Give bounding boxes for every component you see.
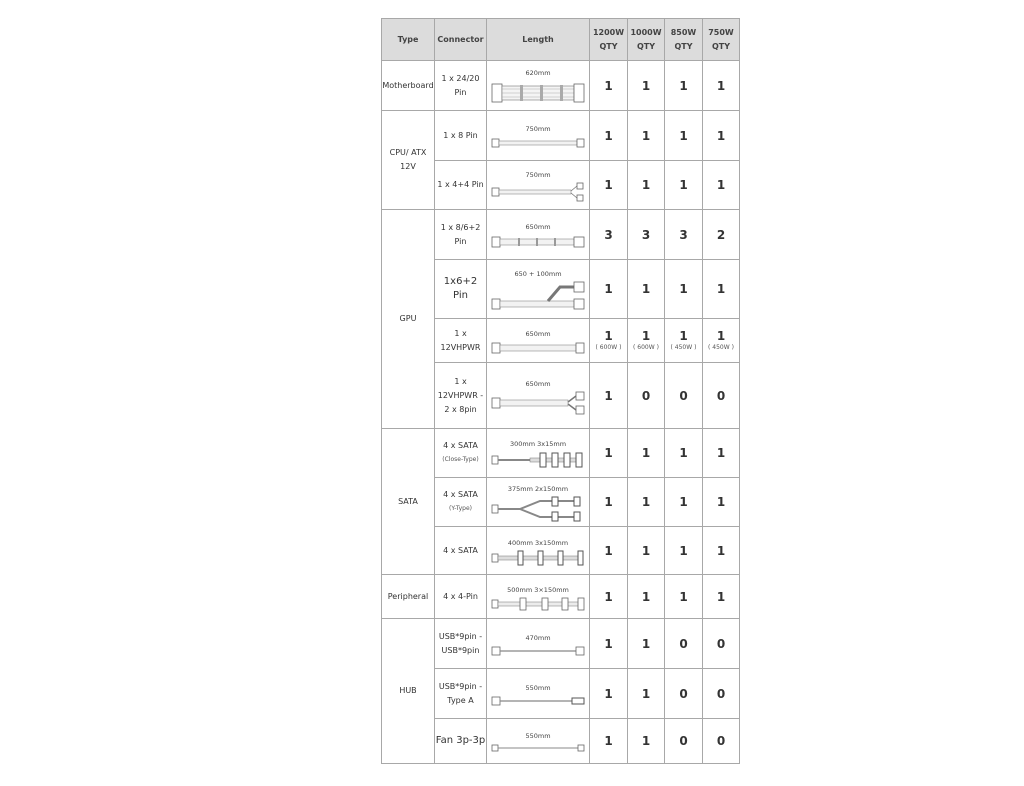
- qty-1200w: 1: [590, 619, 628, 669]
- connector-cell: USB*9pin - USB*9pin: [435, 619, 487, 669]
- qty-1200w: [590, 319, 628, 363]
- qty-1200w: 1: [590, 478, 628, 527]
- length-cell: [487, 111, 590, 161]
- qty-1000w: 3: [628, 210, 665, 260]
- length-cell: [487, 429, 590, 478]
- qty-750w: 1: [703, 111, 740, 161]
- qty-850w: 0: [665, 719, 703, 764]
- cable-usb-type-a-icon: [490, 695, 586, 707]
- qty-850w: 1: [665, 260, 703, 319]
- table-row: [382, 111, 740, 161]
- table-row: [382, 669, 740, 719]
- connector-cell: [435, 478, 487, 527]
- qty-1000w: 0: [628, 363, 665, 429]
- header-length: Length: [487, 19, 590, 61]
- length-cell: [487, 669, 590, 719]
- cable-12vhpwr-icon: [490, 341, 586, 355]
- table-row: [382, 319, 740, 363]
- qty-850w: 1: [665, 61, 703, 111]
- qty-750w: [703, 319, 740, 363]
- connector-cell: 1 x 12VHPWR: [435, 319, 487, 363]
- connector-label: 4 x SATA: [443, 441, 478, 450]
- length-label: 500mm 3×150mm: [507, 585, 569, 594]
- qty-750w: 1: [703, 575, 740, 619]
- qty-1200w: 1: [590, 575, 628, 619]
- header-1200w-qty: 1200W QTY: [590, 19, 628, 61]
- qty-850w: [665, 319, 703, 363]
- qty-value: 1: [641, 329, 651, 343]
- length-cell: [487, 319, 590, 363]
- qty-1200w: 1: [590, 161, 628, 210]
- table-row: [382, 429, 740, 478]
- table-row: [382, 260, 740, 319]
- qty-1200w: 1: [590, 429, 628, 478]
- header-850w-qty: 850W QTY: [665, 19, 703, 61]
- qty-value: 1: [716, 329, 726, 343]
- length-cell: [487, 575, 590, 619]
- header-connector: Connector: [435, 19, 487, 61]
- qty-1000w: 1: [628, 527, 665, 575]
- qty-750w: 0: [703, 619, 740, 669]
- wattage-note: ( 600W ): [595, 344, 622, 351]
- table-row: [382, 61, 740, 111]
- table-row: [382, 719, 740, 764]
- connector-cell: 4 x SATA: [435, 527, 487, 575]
- qty-1000w: [628, 319, 665, 363]
- qty-750w: 0: [703, 719, 740, 764]
- cable-24pin-icon: [490, 80, 586, 106]
- type-cell: Peripheral: [382, 575, 435, 619]
- qty-850w: 1: [665, 527, 703, 575]
- qty-750w: 0: [703, 669, 740, 719]
- cable-pcie-split-icon: [490, 281, 586, 311]
- length-label: 650 + 100mm: [514, 270, 562, 278]
- table-row: [382, 478, 740, 527]
- length-label: 650mm: [525, 222, 551, 231]
- wattage-note: ( 450W ): [708, 344, 734, 351]
- length-cell: [487, 363, 590, 429]
- connector-subtype: (Close-Type): [442, 456, 479, 463]
- qty-850w: 1: [665, 111, 703, 161]
- qty-1000w: 1: [628, 619, 665, 669]
- power-supply-cable-spec-table: [381, 18, 740, 764]
- length-cell: [487, 719, 590, 764]
- connector-cell: 4 x 4-Pin: [435, 575, 487, 619]
- connector-label: 4 x SATA: [443, 490, 478, 499]
- qty-1200w: 1: [590, 260, 628, 319]
- qty-850w: 1: [665, 478, 703, 527]
- length-label: 470mm: [525, 633, 551, 642]
- length-label: 550mm: [525, 683, 551, 692]
- qty-1000w: 1: [628, 478, 665, 527]
- qty-750w: 1: [703, 527, 740, 575]
- length-label: 550mm: [525, 732, 551, 740]
- qty-750w: 0: [703, 363, 740, 429]
- length-cell: [487, 260, 590, 319]
- cable-sata-close-icon: [490, 451, 586, 469]
- qty-850w: 0: [665, 363, 703, 429]
- length-label: 375mm 2x150mm: [507, 485, 569, 493]
- connector-cell: 1 x 12VHPWR - 2 x 8pin: [435, 363, 487, 429]
- connector-cell: 1 x 8/6+2 Pin: [435, 210, 487, 260]
- cable-molex-icon: [490, 597, 586, 611]
- length-label: 620mm: [525, 68, 551, 77]
- connector-cell: USB*9pin - Type A: [435, 669, 487, 719]
- type-cell: HUB: [382, 619, 435, 764]
- qty-1200w: 1: [590, 527, 628, 575]
- qty-value: 1: [604, 329, 613, 343]
- connector-cell: 1x6+2 Pin: [435, 260, 487, 319]
- length-cell: [487, 61, 590, 111]
- qty-750w: 2: [703, 210, 740, 260]
- length-label: 650mm: [525, 329, 551, 338]
- header-1000w-qty: 1000W QTY: [628, 19, 665, 61]
- qty-850w: 1: [665, 429, 703, 478]
- cable-fan-icon: [490, 743, 586, 753]
- qty-1000w: 1: [628, 429, 665, 478]
- length-label: 750mm: [525, 171, 551, 179]
- cable-sata-y-icon: [490, 496, 586, 522]
- cable-12vhpwr-split-icon: [490, 391, 586, 415]
- qty-1000w: 1: [628, 111, 665, 161]
- qty-850w: 1: [665, 575, 703, 619]
- length-label: 400mm 3x150mm: [507, 538, 569, 547]
- cable-8pin-icon: [490, 136, 586, 150]
- connector-cell: Fan 3p-3p: [435, 719, 487, 764]
- cable-4plus4-icon: [490, 182, 586, 202]
- type-cell: SATA: [382, 429, 435, 575]
- cable-sata-inline-icon: [490, 550, 586, 566]
- length-cell: [487, 527, 590, 575]
- qty-1200w: 1: [590, 719, 628, 764]
- table-row: [382, 161, 740, 210]
- connector-cell: 1 x 24/20 Pin: [435, 61, 487, 111]
- type-cell: Motherboard: [382, 61, 435, 111]
- type-cell: CPU/ ATX 12V: [382, 111, 435, 210]
- qty-850w: 3: [665, 210, 703, 260]
- qty-1000w: 1: [628, 161, 665, 210]
- qty-1200w: 1: [590, 669, 628, 719]
- table-row: [382, 210, 740, 260]
- table-row: [382, 527, 740, 575]
- qty-1000w: 1: [628, 575, 665, 619]
- length-label: 650mm: [525, 379, 551, 388]
- qty-1200w: 1: [590, 363, 628, 429]
- table-row: [382, 363, 740, 429]
- qty-1000w: 1: [628, 719, 665, 764]
- connector-cell: 1 x 8 Pin: [435, 111, 487, 161]
- length-label: 300mm 3x15mm: [509, 440, 567, 448]
- connector-cell: 1 x 4+4 Pin: [435, 161, 487, 210]
- qty-1000w: 1: [628, 61, 665, 111]
- qty-850w: 0: [665, 619, 703, 669]
- table-row: [382, 575, 740, 619]
- qty-750w: 1: [703, 260, 740, 319]
- cable-pcie-icon: [490, 234, 586, 250]
- length-cell: [487, 161, 590, 210]
- qty-1200w: 1: [590, 111, 628, 161]
- qty-1000w: 1: [628, 260, 665, 319]
- qty-750w: 1: [703, 478, 740, 527]
- qty-1200w: 1: [590, 61, 628, 111]
- header-row: [382, 19, 740, 61]
- connector-subtype: (Y-Type): [448, 505, 473, 512]
- wattage-note: ( 450W ): [670, 344, 697, 351]
- qty-850w: 1: [665, 161, 703, 210]
- cable-usb9pin-icon: [490, 645, 586, 657]
- type-cell: GPU: [382, 210, 435, 429]
- length-cell: [487, 619, 590, 669]
- length-label: 750mm: [525, 124, 551, 133]
- qty-1000w: 1: [628, 669, 665, 719]
- qty-750w: 1: [703, 161, 740, 210]
- connector-cell: [435, 429, 487, 478]
- header-750w-qty: 750W QTY: [703, 19, 740, 61]
- qty-750w: 1: [703, 61, 740, 111]
- length-cell: [487, 210, 590, 260]
- qty-1200w: 3: [590, 210, 628, 260]
- qty-value: 1: [679, 329, 688, 343]
- table-row: [382, 619, 740, 669]
- wattage-note: ( 600W ): [633, 344, 659, 351]
- length-cell: [487, 478, 590, 527]
- header-type: Type: [382, 19, 435, 61]
- qty-850w: 0: [665, 669, 703, 719]
- qty-750w: 1: [703, 429, 740, 478]
